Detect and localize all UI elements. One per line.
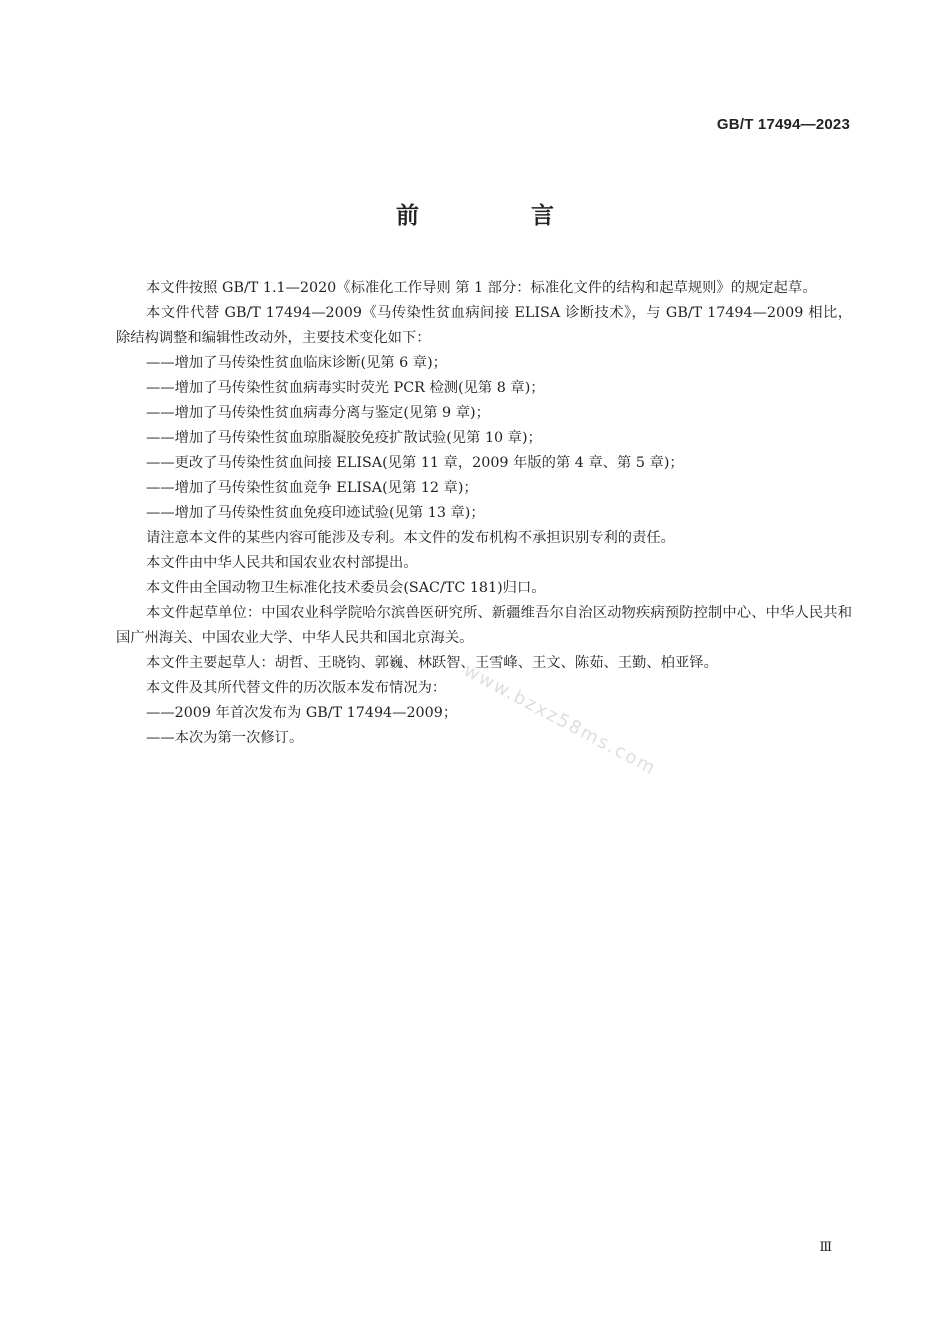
paragraph-patent-notice: 请注意本文件的某些内容可能涉及专利。本文件的发布机构不承担识别专利的责任。 <box>146 530 675 546</box>
change-item: ——增加了马传染性贫血病毒实时荧光 PCR 检测(见第 8 章)； <box>146 380 545 396</box>
paragraph-proposed-by: 本文件由中华人民共和国农业农村部提出。 <box>146 555 418 571</box>
history-item: ——本次为第一次修订。 <box>146 730 304 746</box>
paragraph-drafting-units: 本文件起草单位：中国农业科学院哈尔滨兽医研究所、新疆维吾尔自治区动物疾病预防控制中心、中华人民共和国广州海关、中国农业大学、中华人民共和国北京海关。 <box>116 605 852 646</box>
watermark: www.bzxz58ms.com <box>460 660 661 780</box>
change-item: ——更改了马传染性贫血间接 ELISA(见第 11 章，2009 年版的第 4 章、第 5 章)； <box>146 455 684 471</box>
history-item: ——2009 年首次发布为 GB/T 17494—2009； <box>146 705 458 721</box>
paragraph-centralized-by: 本文件由全国动物卫生标准化技术委员会(SAC/TC 181)归口。 <box>146 580 546 596</box>
change-item: ——增加了马传染性贫血临床诊断(见第 6 章)； <box>146 355 447 371</box>
paragraph-drafters: 本文件主要起草人：胡哲、王晓钧、郭巍、林跃智、王雪峰、王文、陈茹、王勤、柏亚铎。 <box>146 655 718 671</box>
change-item: ——增加了马传染性贫血免疫印迹试验(见第 13 章)； <box>146 505 485 521</box>
page-number: Ⅲ <box>819 1240 832 1255</box>
change-item: ——增加了马传染性贫血竞争 ELISA(见第 12 章)； <box>146 480 478 496</box>
change-item: ——增加了马传染性贫血琼脂凝胶免疫扩散试验(见第 10 章)； <box>146 430 542 446</box>
page-title: 前 言 <box>395 203 606 229</box>
change-item: ——增加了马传染性贫血病毒分离与鉴定(见第 9 章)； <box>146 405 490 421</box>
standard-code: GB/T 17494—2023 <box>716 116 850 133</box>
paragraph-version-history: 本文件及其所代替文件的历次版本发布情况为： <box>146 680 447 696</box>
paragraph-replaces: 本文件代替 GB/T 17494—2009《马传染性贫血病间接 ELISA 诊断技术》，与 GB/T 17494—2009 相比，除结构调整和编辑性改动外，主要技术变化如下： <box>116 305 852 346</box>
foreword-body <box>116 276 852 751</box>
paragraph-drafting-rules: 本文件按照 GB/T 1.1—2020《标准化工作导则 第 1 部分：标准化文件的结构和起草规则》的规定起草。 <box>146 280 817 296</box>
